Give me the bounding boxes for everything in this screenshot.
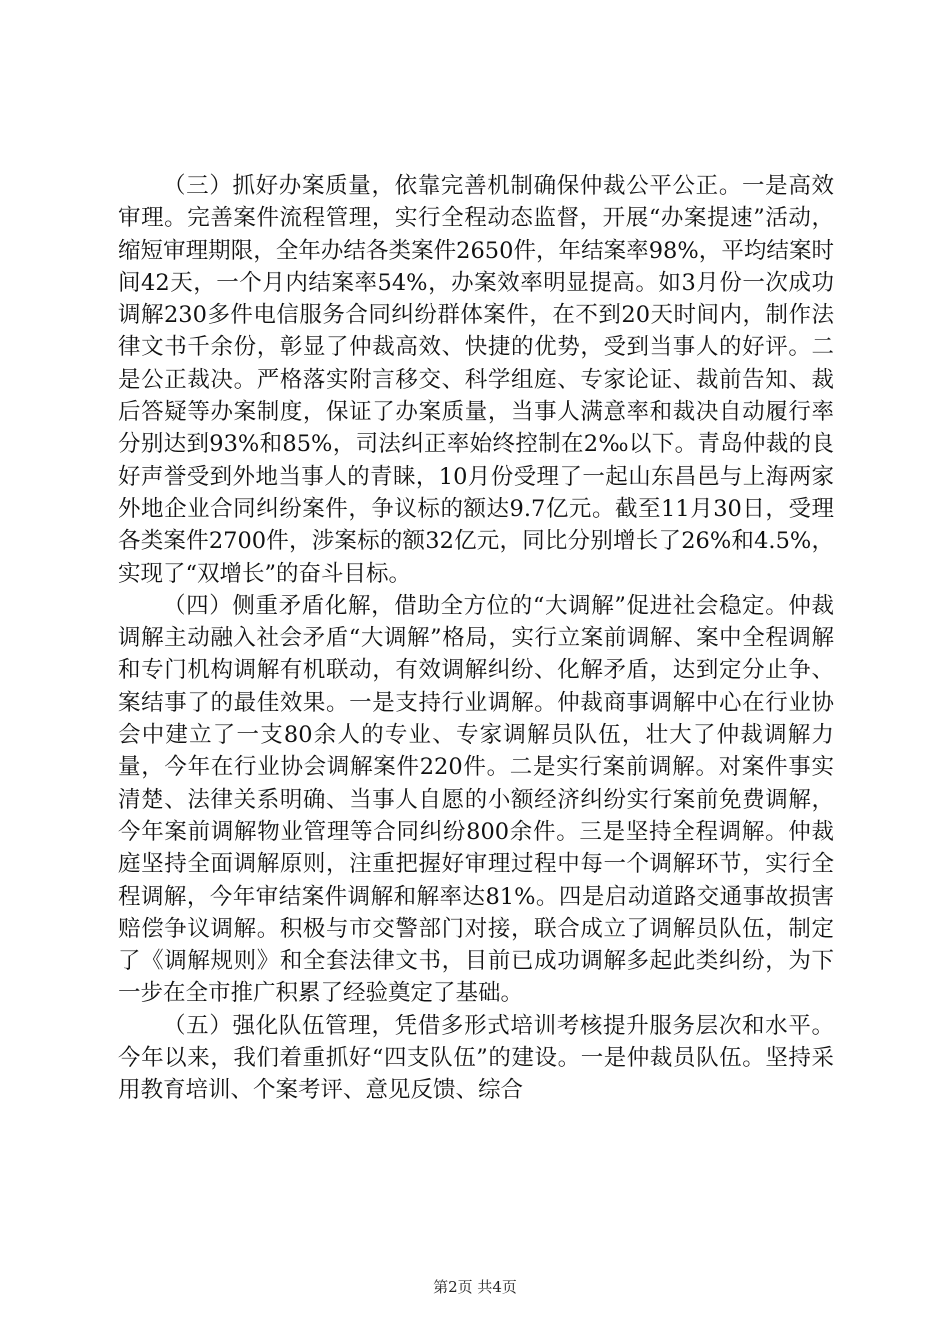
paragraph-section-three: （三）抓好办案质量，依靠完善机制确保仲裁公平公正。一是高效审理。完善案件流程管理，实行全程动态监督，开展“办案提速”活动，缩短审理期限，全年办结各类案件2650件，年结案率98%，平均结案时间42天，一个月内结案率54%，办案效率明显提高。如3月份一次成功调解230多件电信服务合同纠纷群体案件，在不到20天时间内，制作法律文书千余份，彰显了仲裁高效、快捷的优势，受到当事人的好评。二是公正裁决。严格落实附言移交、科学组庭、专家论证、裁前告知、裁后答疑等办案制度，保证了办案质量，当事人满意率和裁决自动履行率分别达到93%和85%，司法纠正率始终控制在2‰以下。青岛仲裁的良好声誉受到外地当事人的青睐，10月份受理了一起山东昌邑与上海两家外地企业合同纠纷案件，争议标的额达9.7亿元。截至11月30日，受理各类案件2700件，涉案标的额32亿元，同比分别增长了26%和4.5%，实现了“双增长”的奋斗目标。 <box>118 173 834 587</box>
page-number-footer: 第2页 共4页 <box>433 1278 517 1296</box>
paragraph-section-five: （五）强化队伍管理，凭借多形式培训考核提升服务层次和水平。今年以来，我们着重抓好“四支队伍”的建设。一是仲裁员队伍。坚持采用教育培训、个案考评、意见反馈、综合 <box>118 1012 834 1104</box>
paragraph-section-four: （四）侧重矛盾化解，借助全方位的“大调解”促进社会稳定。仲裁调解主动融入社会矛盾“大调解”格局，实行立案前调解、案中全程调解和专门机构调解有机联动，有效调解纠纷、化解矛盾，达到定分止争、案结事了的最佳效果。一是支持行业调解。仲裁商事调解中心在行业协会中建立了一支80余人的专业、专家调解员队伍，壮大了仲裁调解力量，今年在行业协会调解案件220件。二是实行案前调解。对案件事实清楚、法律关系明确、当事人自愿的小额经济纠纷实行案前免费调解，今年案前调解物业管理等合同纠纷800余件。三是坚持全程调解。仲裁庭坚持全面调解原则，注重把握好审理过程中每一个调解环节，实行全程调解，今年审结案件调解和解率达81%。四是启动道路交通事故损害赔偿争议调解。积极与市交警部门对接，联合成立了调解员队伍，制定了《调解规则》和全套法律文书，目前已成功调解多起此类纠纷，为下一步在全市推广积累了经验奠定了基础。 <box>118 592 834 1007</box>
document-body <box>118 170 834 1107</box>
